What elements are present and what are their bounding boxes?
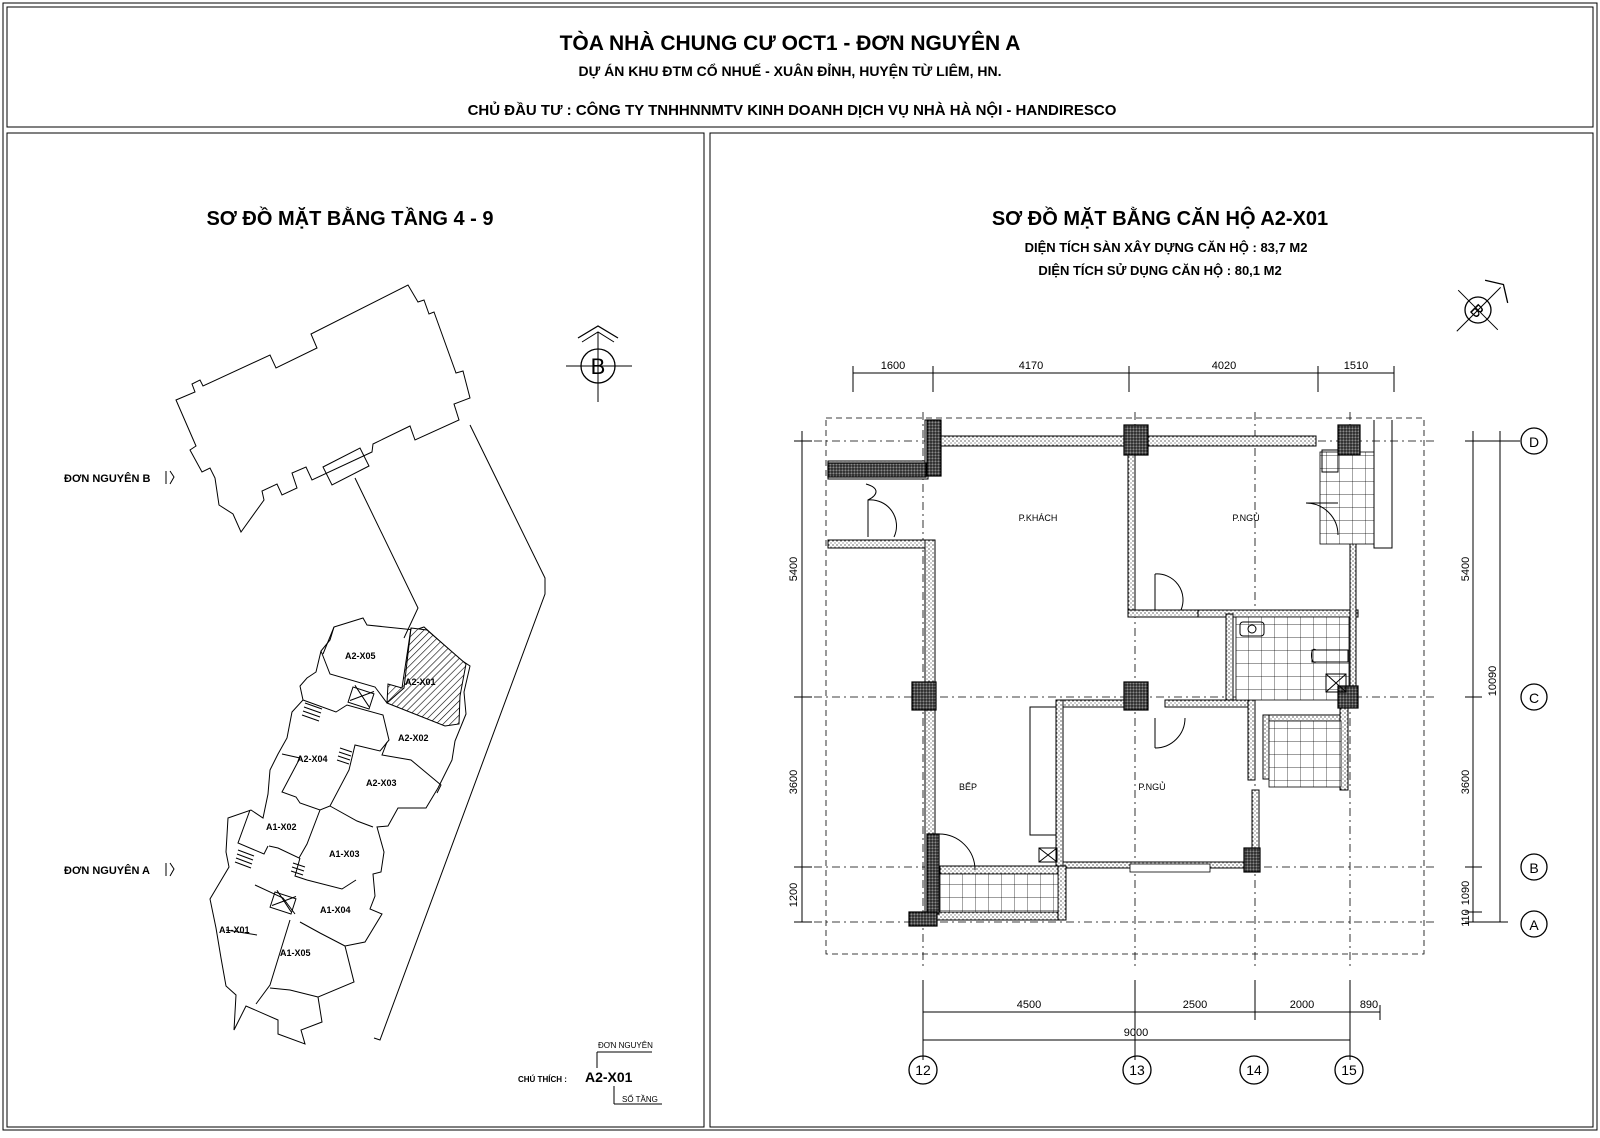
block-b-connector <box>323 448 369 485</box>
north-arrow-right-icon <box>1437 265 1523 351</box>
dim-right-3: 1090 <box>1460 880 1472 906</box>
legend-top-label: ĐƠN NGUYÊN <box>598 1041 653 1050</box>
dim-top-2: 4170 <box>1018 360 1044 372</box>
legend-bottom-label: SỐ TẦNG <box>622 1095 658 1104</box>
dim-right-1: 5400 <box>1460 556 1472 582</box>
header-subtitle: DỰ ÁN KHU ĐTM CỔ NHUẾ - XUÂN ĐỈNH, HUYỆN TỪ LIÊM, HN. <box>578 63 1002 79</box>
dim-bottom-4: 890 <box>1359 999 1379 1011</box>
right-panel-title: SƠ ĐỒ MẶT BẰNG CĂN HỘ A2-X01 <box>991 208 1329 230</box>
apartment-label: A1-X02 <box>266 822 297 832</box>
apartment-label: A1-X01 <box>219 925 250 935</box>
north-label: B <box>590 354 606 379</box>
apartment-label: A2-X03 <box>366 778 397 788</box>
apartment-label: A1-X04 <box>320 905 351 915</box>
dim-left <box>788 431 812 922</box>
dim-top <box>853 360 1394 392</box>
dim-top-4: 1510 <box>1343 360 1369 372</box>
dim-bottom-2: 2500 <box>1182 999 1208 1011</box>
walkway-outline <box>355 425 545 1040</box>
legend <box>518 1041 662 1104</box>
left-panel-title: SƠ ĐỒ MẶT BẰNG TẦNG 4 - 9 <box>206 208 494 230</box>
grid-label-b: B <box>1529 860 1539 876</box>
grid-bubbles-h <box>1508 428 1547 937</box>
dim-top-1: 1600 <box>880 360 906 372</box>
area-use: DIỆN TÍCH SỬ DỤNG CĂN HỘ : 80,1 M2 <box>1038 263 1282 278</box>
dim-bottom-1: 4500 <box>1016 999 1042 1011</box>
grid-label-c: C <box>1528 690 1540 706</box>
dim-bottom-3: 2000 <box>1289 999 1315 1011</box>
left-panel-frame <box>7 133 704 1127</box>
north-arrow-icon <box>566 326 632 402</box>
room-kitchen: BẾP <box>958 782 978 792</box>
legend-code: A2-X01 <box>585 1069 633 1085</box>
room-living: P.KHÁCH <box>1018 513 1058 523</box>
grid-label-a: A <box>1529 917 1539 933</box>
grid-label-12: 12 <box>915 1062 931 1078</box>
legend-note-label: CHÚ THÍCH : <box>518 1075 567 1084</box>
unit-b-label: ĐƠN NGUYÊN B <box>64 473 151 485</box>
dim-bottom <box>923 980 1380 1060</box>
dim-right-total: 10090 <box>1487 665 1499 697</box>
unit-b-marker-icon <box>166 471 174 484</box>
dim-left-2: 3600 <box>788 769 800 795</box>
dim-top-3: 4020 <box>1211 360 1237 372</box>
sheet-border <box>3 3 1597 1130</box>
dim-right-4: 110 <box>1460 909 1472 927</box>
unit-a-marker-icon <box>166 863 174 876</box>
apartment-label: A2-X02 <box>398 733 429 743</box>
apartment-label: A1-X03 <box>329 849 360 859</box>
room-bedroom-2: P.NGỦ <box>1138 782 1166 792</box>
dim-total: 9000 <box>1123 1027 1149 1039</box>
dim-left-3: 1200 <box>788 882 800 908</box>
room-bedroom-1: P.NGỦ <box>1232 513 1260 523</box>
apartment-label: A2-X05 <box>345 651 376 661</box>
apartment-label: A2-X04 <box>297 754 328 764</box>
grid-bubbles-v <box>909 1056 1363 1084</box>
north-label-right: B <box>1466 300 1488 322</box>
grid-label-14: 14 <box>1246 1062 1262 1078</box>
header-title: TÒA NHÀ CHUNG CƯ OCT1 - ĐƠN NGUYÊN A <box>559 32 1021 55</box>
grid-label-13: 13 <box>1129 1062 1145 1078</box>
apartment-label: A2-X01 <box>405 677 436 687</box>
header-investor: CHỦ ĐẦU TƯ : CÔNG TY TNHHNNMTV KINH DOANH DỊCH VỤ NHÀ HÀ NỘI - HANDIRESCO <box>467 102 1117 119</box>
core-lift-stair <box>235 685 374 914</box>
dim-left-1: 5400 <box>788 556 800 582</box>
block-b-outline <box>176 285 470 532</box>
dim-right <box>1460 431 1508 927</box>
grid-label-15: 15 <box>1341 1062 1357 1078</box>
tiled-areas <box>940 452 1374 912</box>
apartment-label: A1-X05 <box>280 948 311 958</box>
right-panel-frame <box>710 133 1593 1127</box>
dim-right-2: 3600 <box>1460 769 1472 795</box>
area-build: DIỆN TÍCH SÀN XÂY DỰNG CĂN HỘ : 83,7 M2 <box>1024 240 1308 255</box>
grid-label-d: D <box>1528 434 1540 450</box>
unit-a-label: ĐƠN NGUYÊN A <box>64 865 150 877</box>
